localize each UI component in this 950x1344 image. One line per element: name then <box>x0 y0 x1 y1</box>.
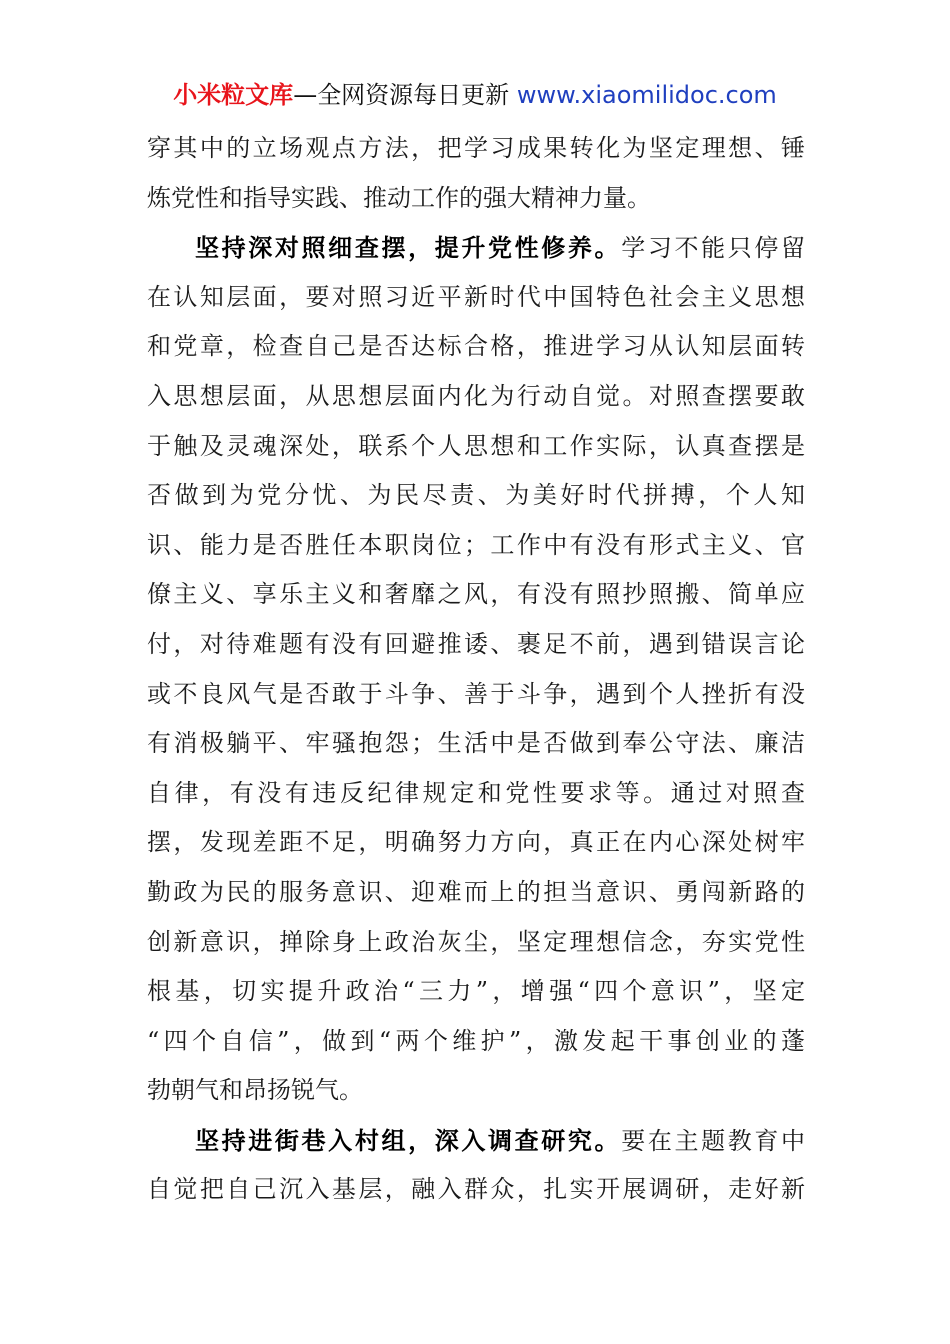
text-line: 炼党性和指导实践、推动工作的强大精神力量。 <box>147 183 651 212</box>
document-body <box>147 124 805 1215</box>
text-span: 要在主题教育中 <box>621 1126 806 1155</box>
text-line: 僚主义、享乐主义和奢靡之风，有没有照抄照搬、简单应 <box>147 580 805 609</box>
text-span: 学习不能只停留 <box>621 234 806 263</box>
text-line: 自律，有没有违反纪律规定和党性要求等。通过对照查 <box>147 778 805 807</box>
brand-url[interactable]: www.xiaomilidoc.com <box>516 81 777 109</box>
text-line: 在认知层面，要对照习近平新时代中国特色社会主义思想 <box>147 282 805 311</box>
text-line: 付，对待难题有没有回避推诿、裹足不前，遇到错误言论 <box>147 629 805 658</box>
watermark-header <box>0 78 950 112</box>
brand-name: 小米粒文库 <box>173 81 294 109</box>
text-line: 有消极躺平、牢骚抱怨；生活中是否做到奉公守法、廉洁 <box>147 729 805 758</box>
text-line: 勃朝气和昂扬锐气。 <box>147 1076 363 1105</box>
paragraph-first-line <box>147 1116 805 1166</box>
text-line: 摆，发现差距不足，明确努力方向，真正在内心深处树牢 <box>147 828 805 857</box>
text-line: 或不良风气是否敢于斗争、善于斗争，遇到个人挫折有没 <box>147 679 805 708</box>
text-line: 识、能力是否胜任本职岗位；工作中有没有形式主义、官 <box>147 530 805 559</box>
text-line: 根基，切实提升政治“三力”，增强“四个意识”，坚定 <box>147 977 805 1006</box>
text-line: 于触及灵魂深处，联系个人思想和工作实际，认真查摆是 <box>147 431 805 460</box>
paragraph-heading: 坚持进街巷入村组，深入调查研究。 <box>195 1125 622 1155</box>
text-line: 否做到为党分忧、为民尽责、为美好时代拼搏，个人知 <box>147 481 805 510</box>
text-line: “四个自信”，做到“两个维护”，激发起干事创业的蓬 <box>147 1026 805 1055</box>
text-line: 入思想层面，从思想层面内化为行动自觉。对照查摆要敢 <box>147 381 805 410</box>
text-line: 勤政为民的服务意识、迎难而上的担当意识、勇闯新路的 <box>147 877 805 906</box>
brand-tagline: —全网资源每日更新 <box>293 81 517 109</box>
text-line: 穿其中的立场观点方法，把学习成果转化为坚定理想、锤 <box>147 134 805 162</box>
text-line: 自觉把自己沉入基层，融入群众，扎实开展调研，走好新 <box>147 1175 805 1204</box>
text-line: 和党章，检查自己是否达标合格，推进学习从认知层面转 <box>147 332 805 361</box>
paragraph-first-line <box>147 223 805 273</box>
paragraph-heading: 坚持深对照细查摆，提升党性修养。 <box>195 233 622 263</box>
text-line: 创新意识，掸除身上政治灰尘，坚定理想信念，夯实党性 <box>147 927 805 956</box>
